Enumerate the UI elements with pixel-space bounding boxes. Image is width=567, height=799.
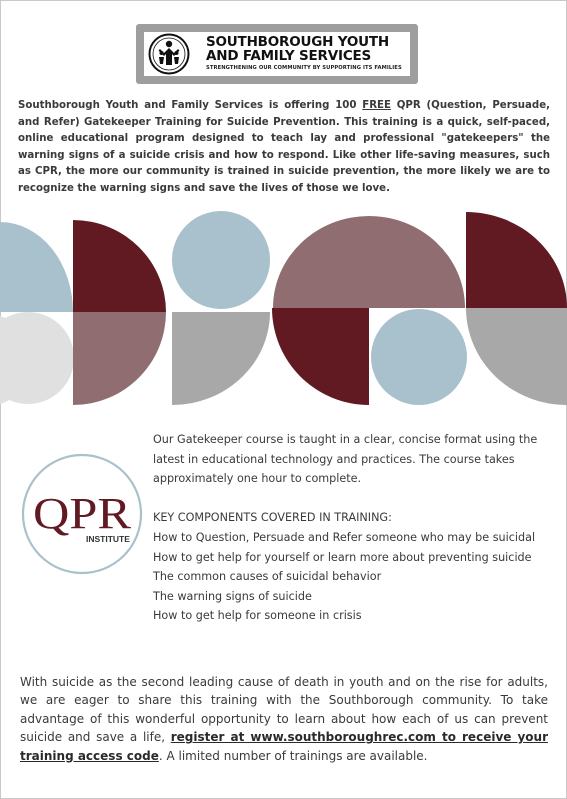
- list-item: How to get help for yourself or learn more about preventing suicide: [153, 550, 532, 564]
- shape-maroon-quarter-lower: [272, 308, 369, 405]
- closing-paragraph: [20, 673, 548, 765]
- components-heading: KEY COMPONENTS COVERED IN TRAINING:: [153, 511, 392, 525]
- list-item: How to Question, Persuade and Refer someone who may be suicidal: [153, 530, 536, 544]
- sbyfs-logo: [144, 32, 410, 76]
- org-name: [206, 35, 406, 63]
- free-emphasis: FREE: [362, 100, 391, 111]
- shape-maroon-quarter: [73, 220, 166, 312]
- registration-link[interactable]: register at www.southboroughrec.com to receive your training access code: [20, 730, 548, 763]
- qpr-institute-label: INSTITUTE: [86, 534, 130, 544]
- shape-maroon-quarter-right: [466, 212, 567, 308]
- shape-blue-circle-center: [172, 211, 270, 309]
- shape-blue-circle-right: [371, 309, 467, 405]
- intro-paragraph: [18, 98, 550, 197]
- shape-gray-quarter-right: [466, 308, 567, 405]
- family-figures-icon: [148, 33, 190, 75]
- sbyfs-logo-banner: [136, 24, 418, 84]
- org-name-line1: SOUTHBOROUGH YOUTH: [206, 34, 389, 50]
- shape-mauve-half: [273, 216, 465, 308]
- list-item: The common causes of suicidal behavior: [153, 570, 382, 584]
- closing-text-start: With suicide as the second leading cause of death in youth and on the rise for adults, we are eager to share this training with the Southborough community. To take advantage of this wonderful opportunity to learn about how each of us can prevent suicide and save a life,: [20, 675, 548, 745]
- shape-gray-circle-left-body: [0, 312, 74, 404]
- decorative-shapes: [0, 200, 567, 420]
- shape-blue-quarter-left: [0, 222, 73, 312]
- closing-text-end: . A limited number of trainings are available.: [158, 748, 428, 763]
- intro-text-rest: QPR (Question, Persuade, and Refer) Gatekeeper Training for Suicide Prevention. This training is a quick, self-paced, online educational program designed to teach lay and professional "gatekeepers" the warning signs of a suicide crisis and how to respond. Like other life-saving measures, such as CPR, the more our community is trained in suicide prevention, the more likely we are to recognize the warning signs and save the lives of those we love.: [18, 100, 550, 194]
- components-list: [153, 528, 553, 626]
- shape-gray-quarter: [172, 312, 270, 405]
- intro-text-start: Southborough Youth and Family Services is offering 100: [18, 100, 363, 111]
- qpr-letters: QPR: [33, 489, 132, 538]
- org-name-line2: AND FAMILY SERVICES: [206, 48, 372, 64]
- org-tagline: STRENGTHENING OUR COMMUNITY BY SUPPORTING ITS FAMILIES: [206, 65, 402, 71]
- shape-mauve-quarter: [73, 312, 166, 405]
- course-description: Our Gatekeeper course is taught in a clear, concise format using the latest in educational technology and practices. The course takes approximately one hour to complete.: [153, 433, 538, 486]
- course-info: [153, 430, 553, 626]
- qpr-institute-logo: [20, 452, 144, 576]
- list-item: How to get help for someone in crisis: [153, 609, 362, 623]
- list-item: The warning signs of suicide: [153, 589, 312, 603]
